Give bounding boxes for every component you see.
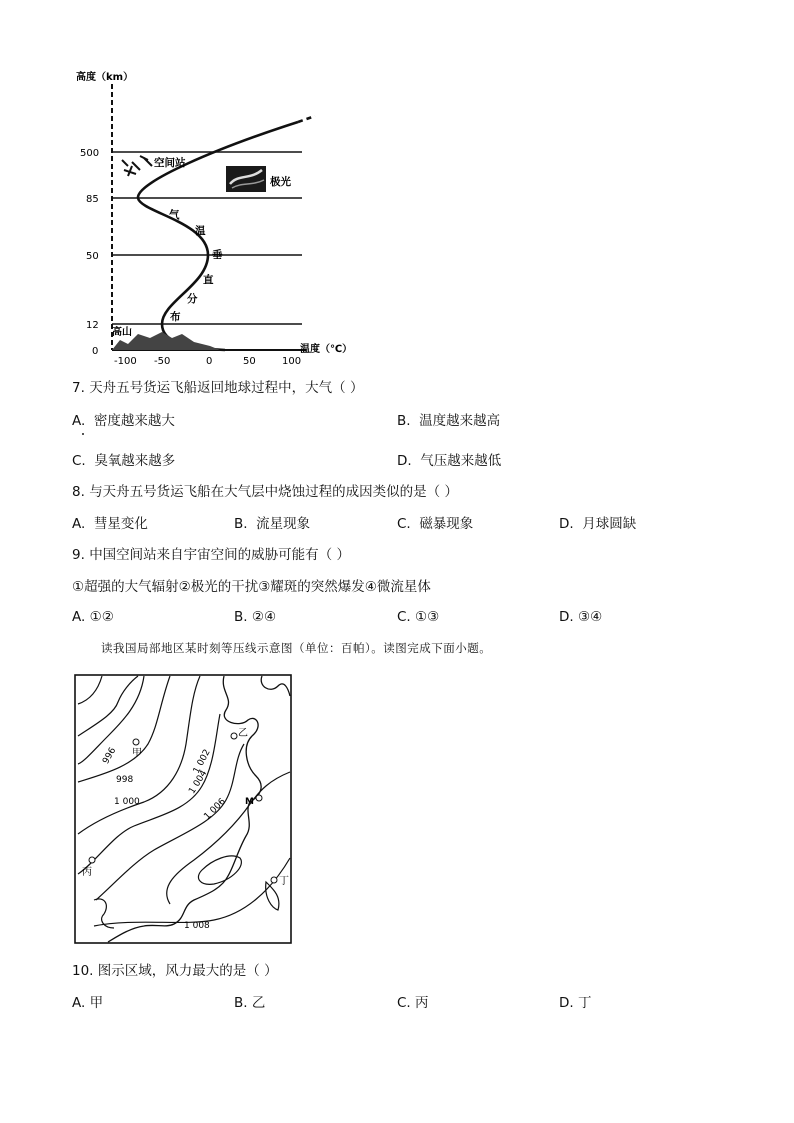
question-9-number: 9. xyxy=(72,547,85,563)
q7-option-a-text: 密度越来越大 xyxy=(93,413,175,429)
q10-option-d[interactable] xyxy=(559,994,591,1012)
q10-option-a-text: 甲 xyxy=(89,995,104,1011)
question-10-text: 图示区域，风力最大的是（ ） xyxy=(97,963,278,979)
question-7-number: 7. xyxy=(72,380,85,396)
question-9-statement: ①超强的大气辐射②极光的干扰③耀斑的突然爆发④微流星体 xyxy=(72,579,431,595)
aurora-label: 极光 xyxy=(270,176,291,188)
atmosphere-temperature-diagram xyxy=(70,62,370,367)
q8-option-a[interactable] xyxy=(72,515,148,533)
q8-option-d[interactable] xyxy=(559,515,636,533)
y-tick-12: 12 xyxy=(86,320,99,331)
q10-option-b-text: 乙 xyxy=(251,995,266,1011)
q7-option-c[interactable] xyxy=(72,452,175,470)
q10-option-b-letter: B. xyxy=(234,995,248,1011)
q9-option-b[interactable] xyxy=(234,608,276,626)
isobar-label-1008: 1 008 xyxy=(184,921,210,931)
q7-option-c-letter: C. xyxy=(72,453,86,469)
q8-option-d-letter: D. xyxy=(559,516,574,532)
q8-option-b-letter: B. xyxy=(234,516,248,532)
q10-option-a-letter: A. xyxy=(72,995,86,1011)
q9-option-d-text: ③④ xyxy=(577,609,603,625)
curve-char-3: 垂 xyxy=(212,249,223,261)
q7-option-d[interactable] xyxy=(397,452,501,470)
q8-option-a-letter: A. xyxy=(72,516,86,532)
question-9 xyxy=(72,546,350,564)
isobar-label-996: 996 xyxy=(101,746,119,766)
q10-option-d-text: 丁 xyxy=(577,995,592,1011)
x-tick-0: 0 xyxy=(206,356,213,367)
curve-char-4: 直 xyxy=(203,274,214,286)
isobar-label-1004: 1 004 xyxy=(187,768,210,796)
q9-option-a-letter: A. xyxy=(72,609,86,625)
x-tick-neg50: -50 xyxy=(154,356,171,367)
question-7-text: 天舟五号货运飞船返回地球过程中，大气（ ） xyxy=(89,380,364,396)
q7-option-d-text: 气压越来越低 xyxy=(420,453,502,469)
point-bing-label: 丙 xyxy=(82,867,92,878)
q9-option-b-letter: B. xyxy=(234,609,248,625)
q7-option-b-letter: B. xyxy=(397,413,411,429)
question-10 xyxy=(72,962,278,980)
q10-option-c-text: 丙 xyxy=(415,995,429,1011)
q8-option-a-text: 彗星变化 xyxy=(93,516,148,532)
point-ding-label: 丁 xyxy=(279,876,289,887)
y-tick-0: 0 xyxy=(92,346,99,357)
curve-char-6: 布 xyxy=(170,311,181,323)
space-station-label: 空间站 xyxy=(154,157,186,169)
question-9-text: 中国空间站来自宇宙空间的威胁可能有（ ） xyxy=(89,547,350,563)
q9-option-a[interactable] xyxy=(72,608,114,626)
q7-option-b-text: 温度越来越高 xyxy=(419,413,501,429)
isobar-label-998: 998 xyxy=(116,775,134,785)
q7-option-a-letter: A. xyxy=(72,413,86,429)
curve-char-2: 温 xyxy=(195,225,206,237)
q9-option-c-text: ①③ xyxy=(415,609,440,625)
question-8 xyxy=(72,483,458,501)
q10-option-c[interactable] xyxy=(397,994,429,1012)
q9-option-c-letter: C. xyxy=(397,609,411,625)
q10-option-b[interactable] xyxy=(234,994,265,1012)
isobar-label-1000: 1 000 xyxy=(114,797,140,807)
question-7 xyxy=(72,379,363,397)
q7-option-c-text: 臭氧越来越多 xyxy=(94,453,176,469)
q8-option-b[interactable] xyxy=(234,515,310,533)
isobar-intro: 读我国局部地区某时刻等压线示意图（单位：百帕）。读图完成下面小题。 xyxy=(101,641,492,655)
point-ding-marker xyxy=(271,877,277,883)
q9-option-d-letter: D. xyxy=(559,609,574,625)
q9-option-d[interactable] xyxy=(559,608,602,626)
q9-option-c[interactable] xyxy=(397,608,439,626)
curve-char-1: 气 xyxy=(169,209,180,221)
isobar-label-1006: 1 006 xyxy=(202,796,228,823)
q8-option-d-text: 月球圆缺 xyxy=(582,516,637,532)
y-tick-50: 50 xyxy=(86,251,99,262)
point-m-label: M xyxy=(245,797,254,807)
question-8-text: 与天舟五号货运飞船在大气层中烧蚀过程的成因类似的是（ ） xyxy=(89,484,458,500)
isobar-map xyxy=(74,674,294,946)
question-8-number: 8. xyxy=(72,484,85,500)
x-axis-label: 温度（℃） xyxy=(300,344,353,355)
y-axis-label: 高度（km） xyxy=(76,72,134,83)
q7-option-a[interactable] xyxy=(72,412,175,430)
q10-option-d-letter: D. xyxy=(559,995,574,1011)
q8-option-c[interactable] xyxy=(397,515,473,533)
curve-char-5: 分 xyxy=(187,293,198,305)
x-tick-100: 100 xyxy=(282,356,302,367)
x-tick-neg100: -100 xyxy=(114,356,137,367)
q10-option-a[interactable] xyxy=(72,994,103,1012)
q7-option-b[interactable] xyxy=(397,412,500,430)
aurora-image xyxy=(226,166,266,192)
point-bing-marker xyxy=(89,857,95,863)
point-jia-marker xyxy=(133,739,139,745)
y-tick-500: 500 xyxy=(80,148,100,159)
q10-option-c-letter: C. xyxy=(397,995,411,1011)
q9-option-a-text: ①② xyxy=(89,609,114,625)
q7-option-d-letter: D. xyxy=(397,453,412,469)
q8-option-c-text: 磁暴现象 xyxy=(419,516,474,532)
q9-option-b-text: ②④ xyxy=(251,609,277,625)
space-station-icon xyxy=(122,156,152,176)
y-tick-85: 85 xyxy=(86,194,99,205)
q8-option-b-text: 流星现象 xyxy=(256,516,311,532)
point-yi-marker xyxy=(231,733,237,739)
temperature-curve-dash xyxy=(298,116,315,122)
point-yi-label: 乙 xyxy=(238,728,248,739)
q8-option-c-letter: C. xyxy=(397,516,411,532)
x-tick-50: 50 xyxy=(243,356,256,367)
question-10-number: 10. xyxy=(72,963,94,979)
point-jia-label: 甲 xyxy=(132,748,142,759)
mountain-label: 高山 xyxy=(112,327,132,338)
isobar-label-1002: 1 002 xyxy=(191,747,213,776)
point-m-marker xyxy=(256,795,262,801)
stray-dot xyxy=(82,433,84,435)
